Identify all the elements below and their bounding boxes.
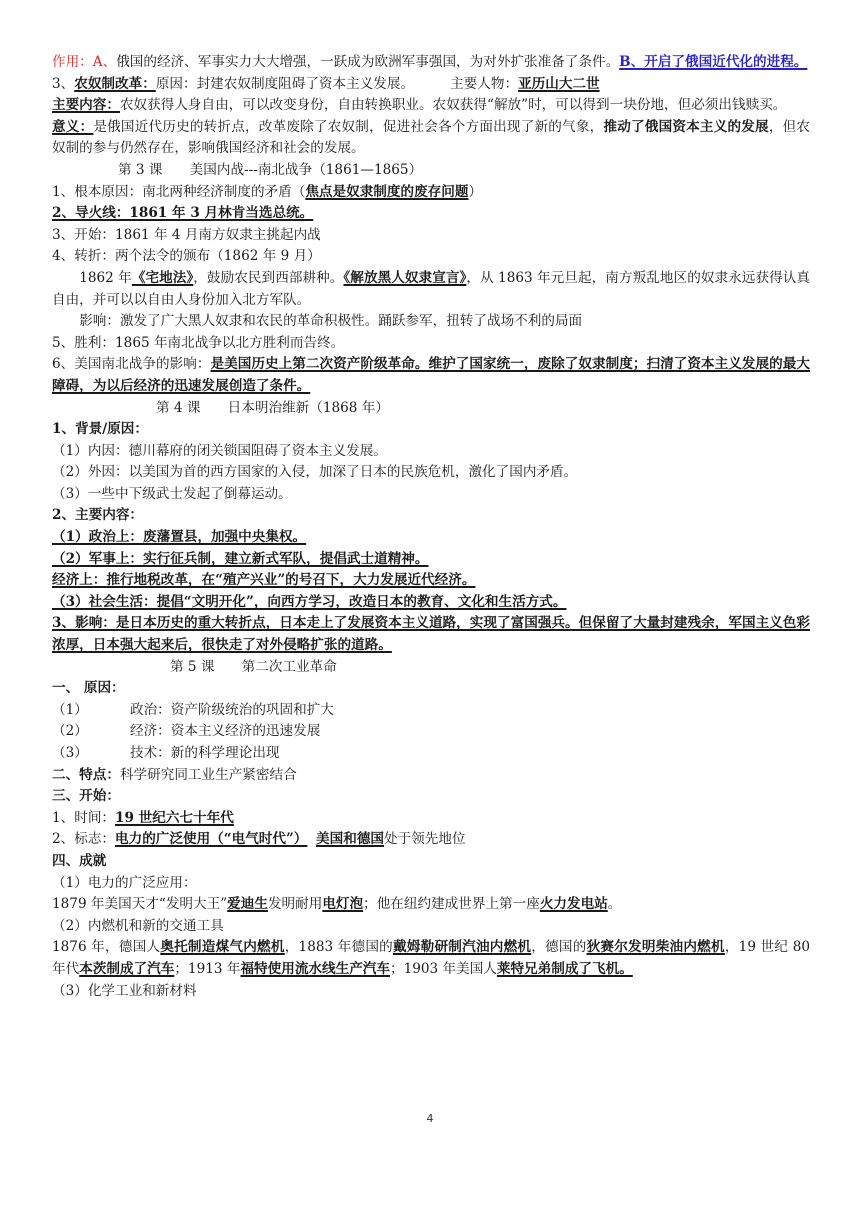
heading-causes: 一、 原因： [52, 680, 125, 697]
paragraph-time [52, 808, 810, 830]
text: ） [468, 183, 483, 200]
text: ，鼓励农民到西部耕种。 [193, 269, 344, 286]
list-item: （2）外因：以美国为首的西方国家的入侵，加深了日本的民族危机，激化了国内矛盾。 [52, 464, 578, 481]
paragraph-meiji-impact [52, 613, 810, 656]
list-item [52, 700, 810, 722]
paragraph-sign [52, 829, 810, 851]
heading-start: 三、开始： [52, 788, 120, 805]
highlight-text: 爱迪生 [227, 896, 268, 913]
highlight-text: 莱特兄弟制成了飞机。 [496, 960, 633, 977]
text: 1、根本原因：南北两种经济制度的矛盾（ [52, 183, 306, 200]
highlight-text: 《解放黑人奴隶宣言》 [343, 269, 467, 286]
paragraph-turning-point: 4、转折：两个法令的颁布（1862 年 9 月） [52, 248, 321, 265]
paragraph-influence: 影响：激发了广大黑人奴隶和农民的革命积极性。踊跃参军，扭转了战场不利的局面 [79, 313, 583, 330]
highlight-text: 美国和德国 [316, 831, 385, 848]
text: 是俄国近代历史的转折点，改革废除了农奴制，促进社会各个方面出现了新的气象， [93, 118, 604, 135]
heading-background: 1、背景/原因： [52, 421, 148, 438]
list-item: （2）军事上：实行征兵制，建立新式军队，提倡武士道精神。 [52, 550, 429, 567]
text: 发明耐用 [267, 896, 323, 913]
paragraph-edison [52, 894, 810, 916]
text: 1、时间： [52, 809, 116, 826]
text: 技术：新的科学理论出现 [130, 745, 280, 761]
heading-text: 农奴制改革： [74, 75, 156, 92]
paragraph-root-cause [52, 182, 810, 204]
highlight-text: 戴姆勒研制汽油内燃机 [393, 939, 532, 956]
list-item: （3）社会生活：提倡“文明开化”，向西方学习，改造日本的教育、文化和生活方式。 [52, 593, 567, 610]
text: ；1913 年 [174, 960, 241, 977]
highlight-text: 是美国历史上第二次资产阶级革命。维护了国家统一，废除了奴隶制度；扫清了资本主义发展的最大障碍，为以后经济的迅速发展创造了条件。 [52, 356, 811, 394]
text: ，德国的 [531, 939, 587, 956]
highlight-text: 焦点是奴隶制度的废存问题 [305, 183, 469, 200]
list-item: （1）电力的广泛应用： [52, 874, 197, 891]
highlight-text: 19 世纪六七十年代 [115, 809, 234, 826]
text: 2、标志： [52, 831, 116, 848]
effect-label: 作用：A、 [52, 54, 117, 70]
heading-text: 主要内容： [52, 97, 120, 114]
page-number: 4 [426, 1112, 434, 1125]
paragraph-victory: 5、胜利：1865 年南北战争以北方胜利而告终。 [52, 334, 345, 351]
list-item [52, 743, 810, 765]
text: 农奴获得人身自由，可以改变身份，自由转换职业。农奴获得“解放”时，可以得到一块份地，但必须出钱赎买。 [119, 97, 787, 114]
list-item: （2）内燃机和新的交通工具 [52, 917, 224, 934]
text: ，但农奴制的参与仍然存在，影响俄国经济和社会的发展。 [52, 118, 811, 157]
text: ，1883 年德国的 [284, 939, 393, 956]
highlight-text: 电灯泡 [322, 896, 364, 913]
text: 原因：封建农奴制度阻碍了资本主义发展。 [155, 75, 415, 92]
paragraph-engines [52, 937, 810, 980]
paragraph-significance [52, 117, 810, 160]
list-item: （3）一些中下级武士发起了倒幕运动。 [52, 485, 292, 502]
text: 政治：资产阶级统治的巩固和扩大 [130, 701, 334, 718]
list-item: （1）内因：德川幕府的闭关锁国阻碍了资本主义发展。 [52, 442, 387, 459]
heading-text: 二、特点： [52, 766, 120, 783]
list-number: （1） [52, 701, 88, 718]
text: ，19 世纪 80 年代 [52, 939, 811, 977]
text: 3、 [52, 75, 75, 92]
text: 是日本历史的重大转折点，日本走上了发展资本主义道路，实现了富国强兵。但保留了大量封建残余，军国主义色彩浓厚，日本强大起来后，很快走了对外侵略扩张的道路。 [52, 615, 810, 654]
list-number: （2） [52, 723, 88, 740]
highlight-text: 福特使用流水线生产汽车 [240, 960, 390, 977]
highlight-text: B、开启了俄国近代化的进程。 [619, 54, 808, 70]
text: 俄国的经济、军事实力大大增强，一跃成为欧洲军事强国，为对外扩张准备了条件。 [116, 54, 620, 70]
page-content [52, 52, 810, 1002]
highlight-text: 推动了俄国资本主义的发展 [603, 118, 769, 135]
text: 1862 年 [79, 269, 132, 286]
paragraph-war-impact [52, 354, 810, 397]
lesson-5-title: 第 5 课 第二次工业革命 [170, 658, 337, 675]
list-item: 经济上：推行地税改革，在“殖产兴业”的号召下，大力发展近代经济。 [52, 572, 476, 589]
heading-achievements: 四、成就 [52, 852, 107, 869]
text: 科学研究同工业生产紧密结合 [119, 766, 297, 783]
paragraph-start: 3、开始：1861 年 4 月南方奴隶主挑起内战 [52, 226, 321, 243]
text: 1879 年美国天才“发明大王” [52, 896, 228, 913]
text: 经济：资本主义经济的迅速发展 [130, 723, 321, 740]
text: 6、美国南北战争的影响： [52, 356, 211, 373]
highlight-text: 火力发电站 [539, 896, 608, 913]
paragraph-trigger: 2、导火线：1861 年 3 月林肯当选总统。 [52, 205, 314, 222]
paragraph-serf-reform [52, 74, 810, 96]
text: ；他在纽约建成世界上第一座 [363, 896, 540, 913]
text: 主要人物： [450, 75, 519, 92]
paragraph-russia-effect [52, 52, 810, 74]
text: 3、影响： [52, 615, 116, 632]
text: 处于领先地位 [384, 831, 466, 848]
highlight-text: 电力的广泛使用（“电气时代”） [115, 831, 308, 848]
highlight-text: 本茨制成了汽车 [79, 960, 175, 977]
text: 1876 年，德国人 [52, 939, 161, 956]
lesson-4-title: 第 4 课 日本明治维新（1868 年） [156, 399, 389, 416]
heading-main-content: 2、主要内容： [52, 507, 144, 524]
text: 。 [607, 896, 622, 913]
paragraph-main-content [52, 95, 810, 117]
paragraph-laws [52, 268, 810, 311]
paragraph-features [52, 765, 810, 787]
highlight-text: 狄赛尔发明柴油内燃机 [586, 939, 725, 956]
text: ，从 1863 年元旦起，南方叛乱地区的奴隶永远获得认真自由，并可以以自由人身份加入北方军队。 [52, 269, 810, 308]
highlight-text: 奥托制造煤气内燃机 [160, 939, 285, 956]
list-number: （3） [52, 745, 88, 761]
lesson-3-title: 第 3 课 美国内战---南北战争（1861—1865） [118, 161, 423, 178]
heading-text: 意义： [52, 118, 94, 135]
list-item: （3）化学工业和新材料 [52, 982, 197, 999]
highlight-text: 《宅地法》 [131, 269, 194, 286]
list-item [52, 721, 810, 743]
list-item: （1）政治上：废藩置县，加强中央集权。 [52, 529, 307, 546]
highlight-text: 亚历山大二世 [518, 75, 600, 92]
text: ；1903 年美国人 [389, 960, 497, 977]
